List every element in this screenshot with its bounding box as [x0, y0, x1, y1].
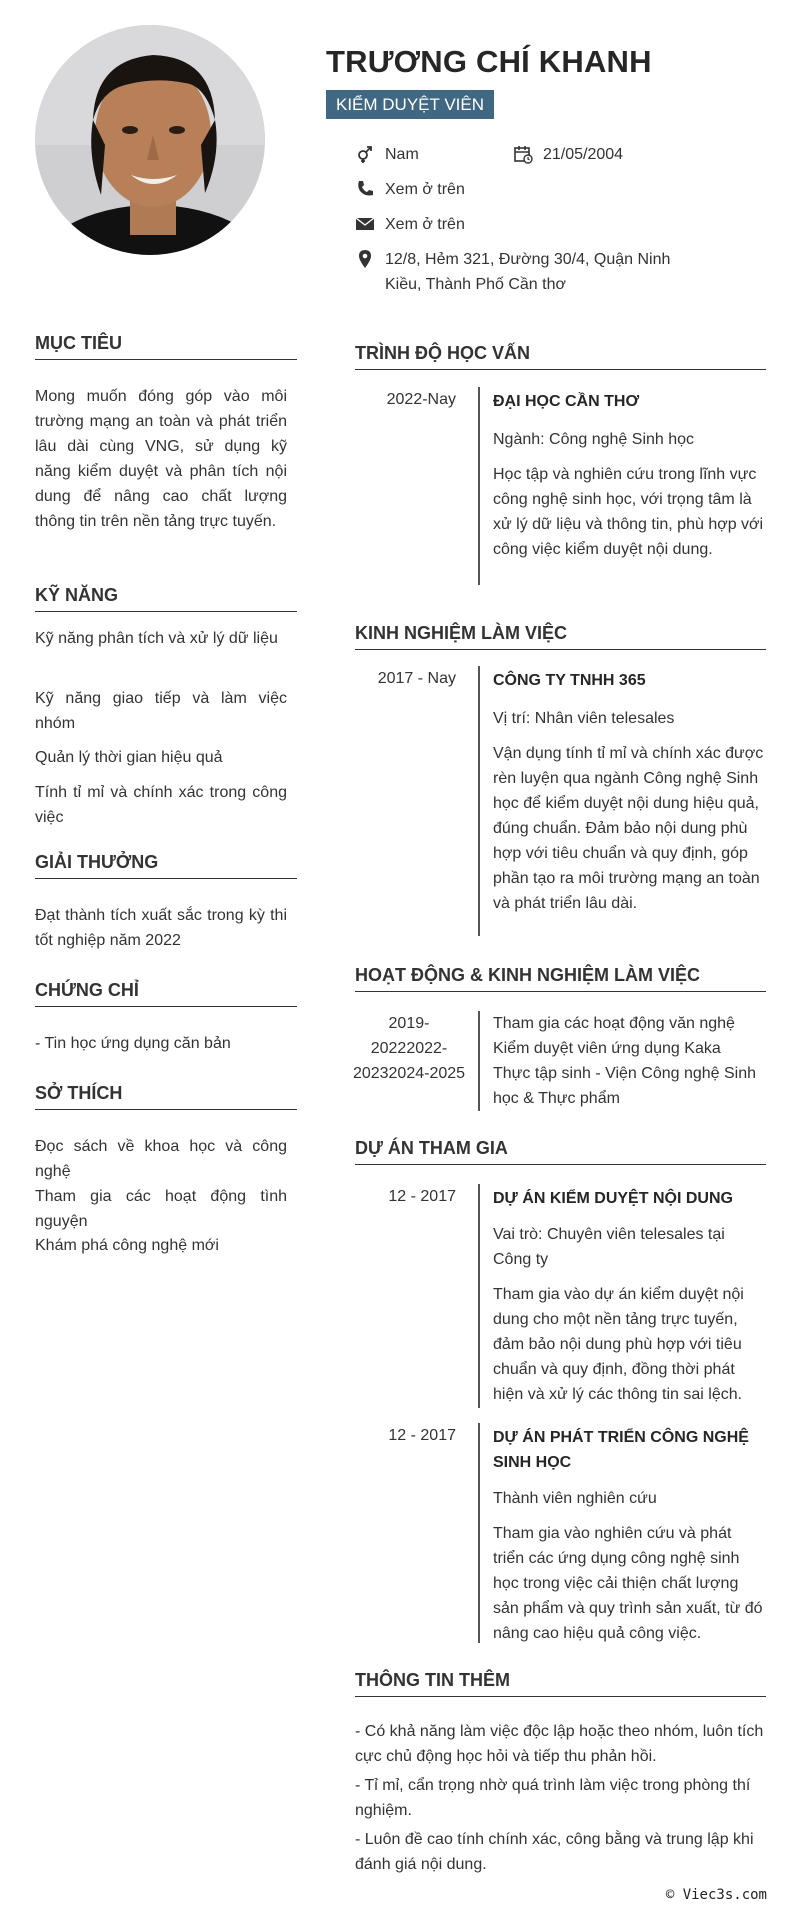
activity-date: 20232024-2025 — [352, 1065, 466, 1082]
projects-title: DỰ ÁN THAM GIA — [355, 1137, 766, 1165]
activities-list — [493, 1011, 766, 1111]
email-icon — [355, 214, 375, 234]
project-date: 12 - 2017 — [388, 1188, 456, 1205]
additional-item: - Luôn đề cao tính chính xác, công bằng và trung lập khi đánh giá nội dung. — [355, 1831, 754, 1873]
certificates-text: - Tin học ứng dụng căn bản — [35, 1035, 231, 1052]
project-description: Tham gia vào dự án kiểm duyệt nội dung cho một nền tảng trực tuyến, đảm bảo nội dung phù hợp với tiêu chuẩn và quy định, đồng thời phát hiện và xử lý các thông tin sai lệch. — [493, 1286, 744, 1403]
certificates-title: CHỨNG CHỈ — [35, 979, 297, 1007]
timeline-divider — [478, 387, 480, 585]
awards-title: GIẢI THƯỞNG — [35, 851, 297, 879]
timeline-divider — [478, 1423, 480, 1643]
gender-icon — [355, 144, 375, 164]
phone-icon — [355, 179, 375, 199]
project-date: 12 - 2017 — [388, 1427, 456, 1444]
skill-item: Kỹ năng phân tích và xử lý dữ liệu — [35, 630, 278, 647]
header — [326, 42, 766, 119]
hobby-item: Tham gia các hoạt động tình nguyện — [35, 1188, 287, 1230]
phone-text: Xem ở trên — [385, 181, 465, 198]
project-name: DỰ ÁN PHÁT TRIỂN CÔNG NGHỆ SINH HỌC — [493, 1429, 749, 1471]
objective-text: Mong muốn đóng góp vào môi trường mạng an toàn và phát triển lâu dài cùng VNG, sử dụng kỹ năng kiểm duyệt và phân tích nội dung để nâng cao chất lượng thông tin trên nền tảng trực tuyến. — [35, 388, 287, 530]
experience-title: KINH NGHIỆM LÀM VIỆC — [355, 622, 766, 650]
education-title: TRÌNH ĐỘ HỌC VẤN — [355, 342, 766, 370]
additional-item: - Có khả năng làm việc độc lập hoặc theo nhóm, luôn tích cực chủ động học hỏi và tiếp thu phản hồi. — [355, 1723, 764, 1765]
activities-title: HOẠT ĐỘNG & KINH NGHIỆM LÀM VIỆC — [355, 964, 766, 992]
activity-line: Tham gia các hoạt động văn nghệ — [493, 1015, 735, 1032]
education-description: Học tập và nghiên cứu trong lĩnh vực công nghệ sinh học, với trọng tâm là xử lý dữ liệu và thông tin, phù hợp với công việc kiểm duyệt nội dung. — [493, 466, 764, 558]
candidate-name: TRƯƠNG CHÍ KHANH — [326, 44, 652, 79]
hobby-item: Khám phá công nghệ mới — [35, 1237, 219, 1254]
hobbies-title: SỞ THÍCH — [35, 1082, 297, 1110]
skill-item: Tính tỉ mỉ và chính xác trong công việc — [35, 784, 287, 826]
timeline-divider — [478, 1184, 480, 1408]
watermark: © Viec3s.com — [665, 1887, 767, 1903]
project-role: Thành viên nghiên cứu — [493, 1490, 657, 1507]
timeline-divider — [478, 666, 480, 936]
education-school: ĐẠI HỌC CẦN THƠ — [493, 393, 640, 410]
address-row — [355, 247, 695, 297]
experience-company: CÔNG TY TNHH 365 — [493, 672, 646, 689]
gender-text: Nam — [385, 146, 419, 163]
activities-dates — [340, 1011, 478, 1086]
email-row — [355, 212, 655, 237]
objective-title: MỤC TIÊU — [35, 332, 297, 360]
birthday-row — [513, 142, 713, 167]
activity-line: Thực tập sinh - Viện Công nghệ Sinh học & Thực phẩm — [493, 1065, 757, 1107]
awards-text: Đạt thành tích xuất sắc trong kỳ thi tốt nghiệp năm 2022 — [35, 907, 287, 949]
experience-position: Vị trí: Nhân viên telesales — [493, 710, 675, 727]
birthday-text: 21/05/2004 — [543, 146, 624, 163]
address-text: 12/8, Hẻm 321, Đường 30/4, Quận Ninh Kiều, Thành Phố Cần thơ — [385, 251, 671, 293]
skills-title: KỸ NĂNG — [35, 584, 297, 612]
education-major: Ngành: Công nghệ Sinh học — [493, 431, 695, 448]
additional-item: - Tỉ mỉ, cẩn trọng nhờ quá trình làm việc trong phòng thí nghiệm. — [355, 1777, 751, 1819]
additional-title: THÔNG TIN THÊM — [355, 1669, 766, 1697]
activity-line: Kiểm duyệt viên ứng dụng Kaka — [493, 1040, 721, 1057]
project-name: DỰ ÁN KIỂM DUYỆT NỘI DUNG — [493, 1190, 733, 1207]
activity-date: 20222022- — [370, 1040, 448, 1057]
project-description: Tham gia vào nghiên cứu và phát triển các ứng dụng công nghệ sinh học trong việc cải thiện chất lượng sản phẩm và quy trình sản xuất, từ đó nâng cao hiệu quả công việc. — [493, 1525, 763, 1642]
activity-date: 2019- — [388, 1015, 430, 1032]
calendar-icon — [513, 144, 533, 164]
profile-photo — [35, 25, 265, 255]
gender-row — [355, 142, 535, 167]
job-title-badge: KIỂM DUYỆT VIÊN — [326, 90, 494, 119]
phone-row — [355, 177, 655, 202]
experience-description: Vận dụng tính tỉ mỉ và chính xác được rèn luyện qua ngành Công nghệ Sinh học để kiểm duyệt nội dung hiệu quả, đúng chuẩn. Đảm bảo nội dung phù hợp với tiêu chuẩn và quy định, góp phần tạo ra môi trường mạng an toàn và phát triển lâu dài. — [493, 745, 764, 912]
email-text: Xem ở trên — [385, 216, 465, 233]
experience-date: 2017 - Nay — [377, 670, 456, 687]
timeline-divider — [478, 1011, 480, 1111]
hobby-item: Đọc sách về khoa học và công nghệ — [35, 1138, 287, 1180]
avatar — [35, 25, 265, 255]
location-pin-icon — [355, 249, 375, 269]
project-role: Vai trò: Chuyên viên telesales tại Công ty — [493, 1226, 725, 1268]
education-date: 2022-Nay — [386, 391, 456, 408]
skill-item: Kỹ năng giao tiếp và làm việc nhóm — [35, 690, 287, 732]
skill-item: Quản lý thời gian hiệu quả — [35, 749, 223, 766]
